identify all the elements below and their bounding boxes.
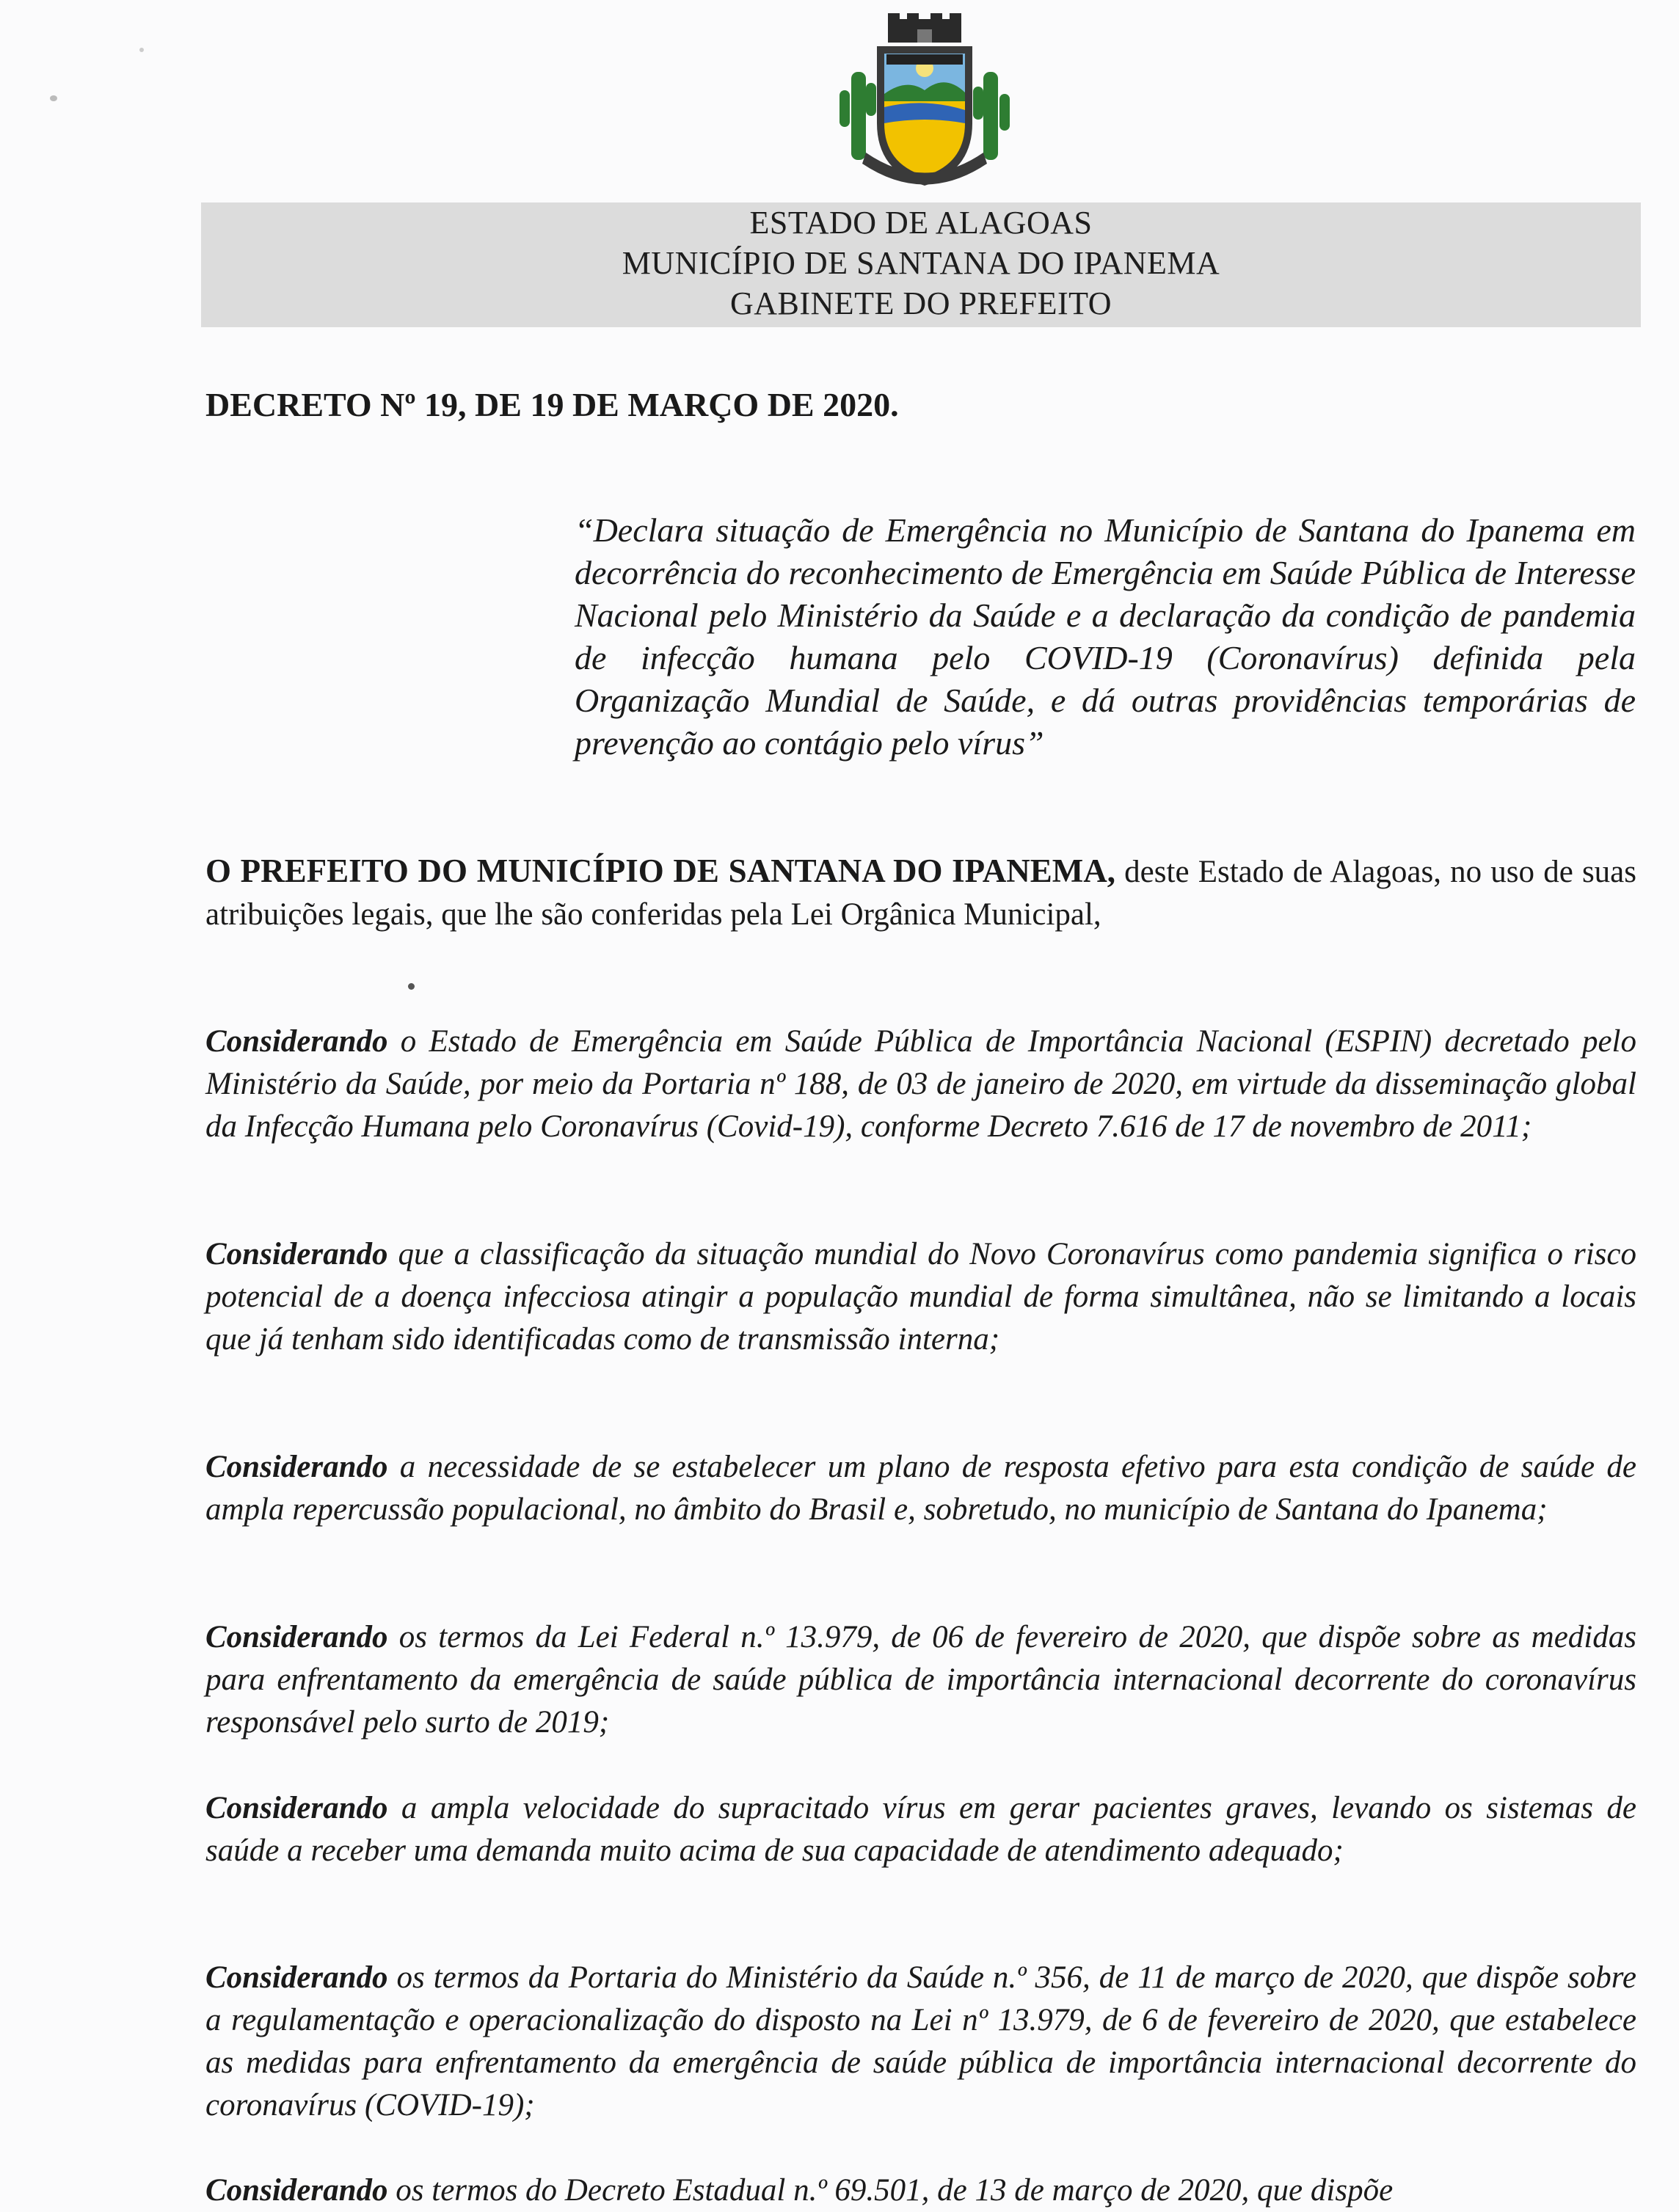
scan-speck	[408, 983, 415, 990]
considerando-keyword: Considerando	[205, 1620, 388, 1654]
municipal-coat-of-arms	[837, 13, 1013, 193]
considerando-paragraph	[205, 1021, 1636, 1148]
considerando-keyword: Considerando	[205, 1024, 388, 1059]
considerando-keyword: Considerando	[205, 1237, 388, 1271]
considerando-text: os termos da Portaria do Ministério da Saúde n.º 356, de 11 de março de 2020, que dispõe sobre a regulamentação e operacionalização do disposto na Lei nº 13.979, de 6 de fevereiro de 2020, que estabelece as medidas para enfrentamento da emergência de saúde pública de importância internacional decorrente do coronavírus (COVID-19);	[205, 1960, 1636, 2122]
considerando-text: os termos do Decreto Estadual n.º 69.501, de 13 de março de 2020, que dispõe	[387, 2173, 1394, 2208]
decree-title: DECRETO Nº 19, DE 19 DE MARÇO DE 2020.	[205, 386, 899, 423]
considerando-text: o Estado de Emergência em Saúde Pública de Importância Nacional (ESPIN) decretado pelo Ministério da Saúde, por meio da Portaria nº 188, de 03 de janeiro de 2020, em virtude da disseminação global da Infecção Humana pelo Coronavírus (Covid-19), conforme Decreto 7.616 de 17 de novembro de 2011;	[205, 1024, 1636, 1144]
scan-speck	[50, 95, 57, 101]
considerando-keyword: Considerando	[205, 1791, 388, 1825]
considerando-text: a necessidade de se estabelecer um plano de resposta efetivo para esta condição de saúde de ampla repercussão populacional, no âmbito do Brasil e, sobretudo, no município de Santana do Ipanema;	[205, 1450, 1636, 1527]
considerando-paragraph	[205, 1233, 1636, 1361]
decree-ementa: “Declara situação de Emergência no Município de Santana do Ipanema em decorrência do reconhecimento de Emergência em Saúde Pública de Interesse Nacional pelo Ministério da Saúde e a declaração da condição de pandemia de infecção humana pelo COVID-19 (Coronavírus) definida pela Organização Mundial de Saúde, e dá outras providências temporárias de prevenção ao contágio pelo vírus”	[575, 511, 1636, 762]
considerando-text: os termos da Lei Federal n.º 13.979, de 06 de fevereiro de 2020, que dispõe sobre as medidas para enfrentamento da emergência de saúde pública de importância internacional decorrente do coronavírus responsável pelo surto de 2019;	[205, 1620, 1636, 1740]
header-municipality: MUNICÍPIO DE SANTANA DO IPANEMA	[622, 245, 1220, 281]
coat-of-arms-icon	[837, 13, 1013, 193]
preamble-text: deste Estado de Alagoas, no uso de suas atribuições legais, que lhe são conferidas pela Lei Orgânica Municipal,	[205, 855, 1636, 932]
considerando-keyword: Considerando	[205, 1450, 388, 1484]
considerando-text: que a classificação da situação mundial do Novo Coronavírus como pandemia significa o risco potencial de a doença infecciosa atingir a população mundial de forma simultânea, não se limitando a locais que já tenham sido identificadas como de transmissão interna;	[205, 1237, 1636, 1357]
considerando-keyword: Considerando	[205, 2173, 388, 2208]
preamble-bold: O PREFEITO DO MUNICÍPIO DE SANTANA DO IPANEMA,	[205, 853, 1116, 889]
considerando-paragraph	[205, 2169, 1636, 2212]
header-state: ESTADO DE ALAGOAS	[749, 205, 1093, 241]
considerando-paragraph	[205, 1787, 1636, 1872]
header-band	[201, 202, 1641, 327]
considerando-paragraph	[205, 1616, 1636, 1744]
considerando-text: a ampla velocidade do supracitado vírus em gerar pacientes graves, levando os sistemas de saúde a receber uma demanda muito acima de sua capacidade de atendimento adequado;	[205, 1791, 1636, 1868]
considerando-paragraph	[205, 1446, 1636, 1531]
considerando-paragraph	[205, 1957, 1636, 2127]
decree-preamble	[205, 850, 1636, 936]
header-office: GABINETE DO PREFEITO	[729, 285, 1112, 321]
scan-speck	[139, 48, 144, 52]
considerando-keyword: Considerando	[205, 1960, 388, 1995]
